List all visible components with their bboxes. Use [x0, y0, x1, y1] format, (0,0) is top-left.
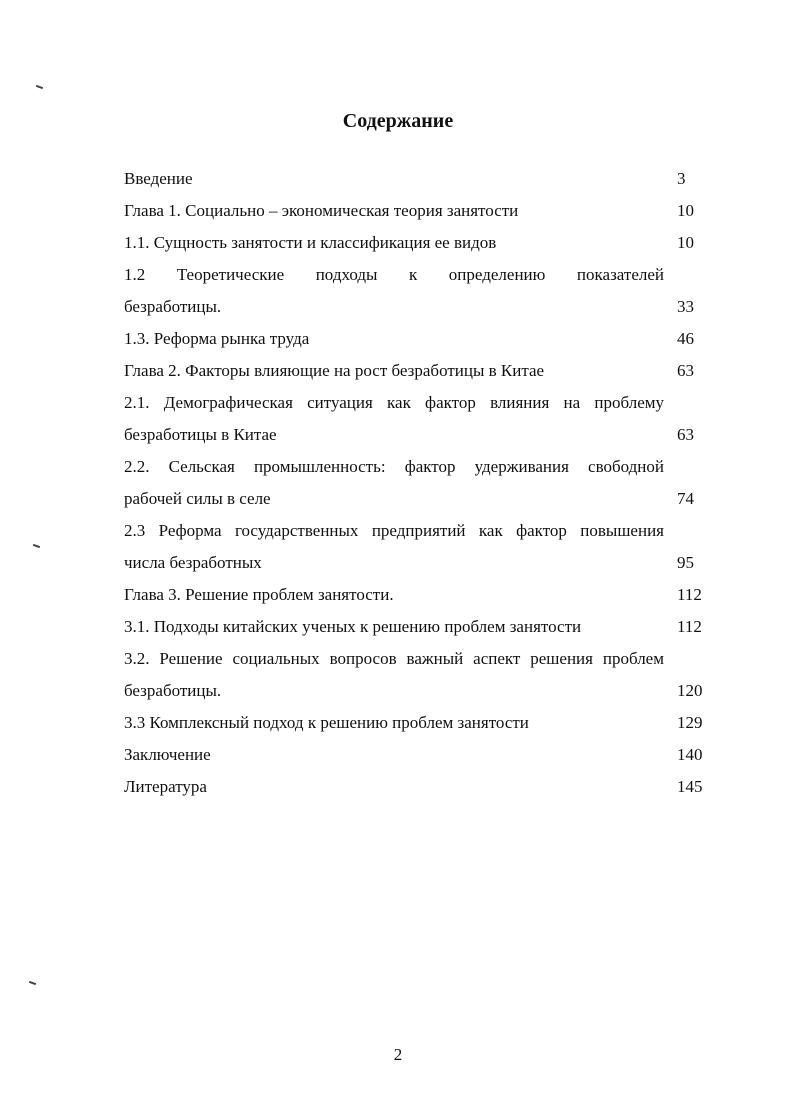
page-title: Содержание — [342, 110, 454, 132]
toc-entry — [124, 451, 708, 483]
toc-entry-page: 112 — [677, 585, 702, 604]
page-number: 2 — [393, 1045, 403, 1064]
toc-entry-page: 33 — [677, 297, 694, 316]
toc-entry-text: безработицы в Китае — [124, 425, 277, 444]
toc-entry-text: 1.2 Теоретические подходы к определению показателей — [124, 265, 664, 284]
toc-entry-text: Глава 3. Решение проблем занятости. — [124, 585, 394, 604]
toc-entry — [124, 611, 708, 643]
toc-entry-page: 10 — [677, 233, 694, 252]
toc-entry — [124, 355, 708, 387]
toc-entry-text: 2.2. Сельская промышленность: фактор удерживания свободной — [124, 457, 664, 476]
toc-entry-text: 2.1. Демографическая ситуация как фактор влияния на проблему — [124, 393, 664, 412]
toc-entry — [124, 387, 708, 419]
toc-entry — [124, 579, 708, 611]
table-of-contents — [124, 163, 708, 803]
toc-entry-text: Заключение — [124, 745, 211, 764]
toc-entry-text: 1.1. Сущность занятости и классификация ее видов — [124, 233, 497, 252]
toc-entry — [124, 195, 708, 227]
toc-entry-text: 2.3 Реформа государственных предприятий как фактор повышения — [124, 521, 664, 540]
toc-entry — [124, 707, 708, 739]
toc-entry-text: 3.2. Решение социальных вопросов важный аспект решения проблем — [124, 649, 664, 668]
scan-mark — [33, 544, 40, 548]
toc-entry-text: 1.3. Реформа рынка труда — [124, 329, 310, 348]
toc-entry — [124, 227, 708, 259]
toc-entry-page: 74 — [677, 489, 694, 508]
toc-entry-page: 145 — [677, 777, 703, 796]
toc-entry-page: 120 — [677, 681, 703, 700]
toc-entry — [124, 291, 708, 323]
toc-entry-text: Литература — [124, 777, 207, 796]
toc-entry-text: числа безработных — [124, 553, 262, 572]
toc-entry-text: рабочей силы в селе — [124, 489, 271, 508]
toc-entry-text: безработицы. — [124, 297, 222, 316]
toc-entry-text: Глава 2. Факторы влияющие на рост безработицы в Китае — [124, 361, 545, 380]
toc-entry — [124, 163, 708, 195]
toc-entry — [124, 771, 708, 803]
scan-mark — [29, 981, 36, 985]
toc-entry — [124, 259, 708, 291]
toc-entry-text: Глава 1. Социально – экономическая теория занятости — [124, 201, 519, 220]
toc-entry-page: 95 — [677, 553, 694, 572]
toc-entry — [124, 483, 708, 515]
toc-entry-page: 3 — [677, 169, 686, 188]
toc-entry-page: 10 — [677, 201, 694, 220]
toc-entry — [124, 419, 708, 451]
toc-entry-text: Введение — [124, 169, 193, 188]
toc-entry — [124, 675, 708, 707]
scan-mark — [36, 85, 43, 89]
toc-entry-text: 3.1. Подходы китайских ученых к решению проблем занятости — [124, 617, 582, 636]
toc-entry-page: 63 — [677, 361, 694, 380]
toc-entry-text: 3.3 Комплексный подход к решению проблем занятости — [124, 713, 529, 732]
toc-entry — [124, 739, 708, 771]
toc-entry — [124, 643, 708, 675]
toc-entry-page: 46 — [677, 329, 694, 348]
toc-entry-page: 112 — [677, 617, 702, 636]
toc-entry-page: 140 — [677, 745, 703, 764]
toc-entry-text: безработицы. — [124, 681, 222, 700]
toc-entry — [124, 323, 708, 355]
toc-entry — [124, 547, 708, 579]
toc-entry — [124, 515, 708, 547]
toc-entry-page: 129 — [677, 713, 703, 732]
toc-entry-page: 63 — [677, 425, 694, 444]
